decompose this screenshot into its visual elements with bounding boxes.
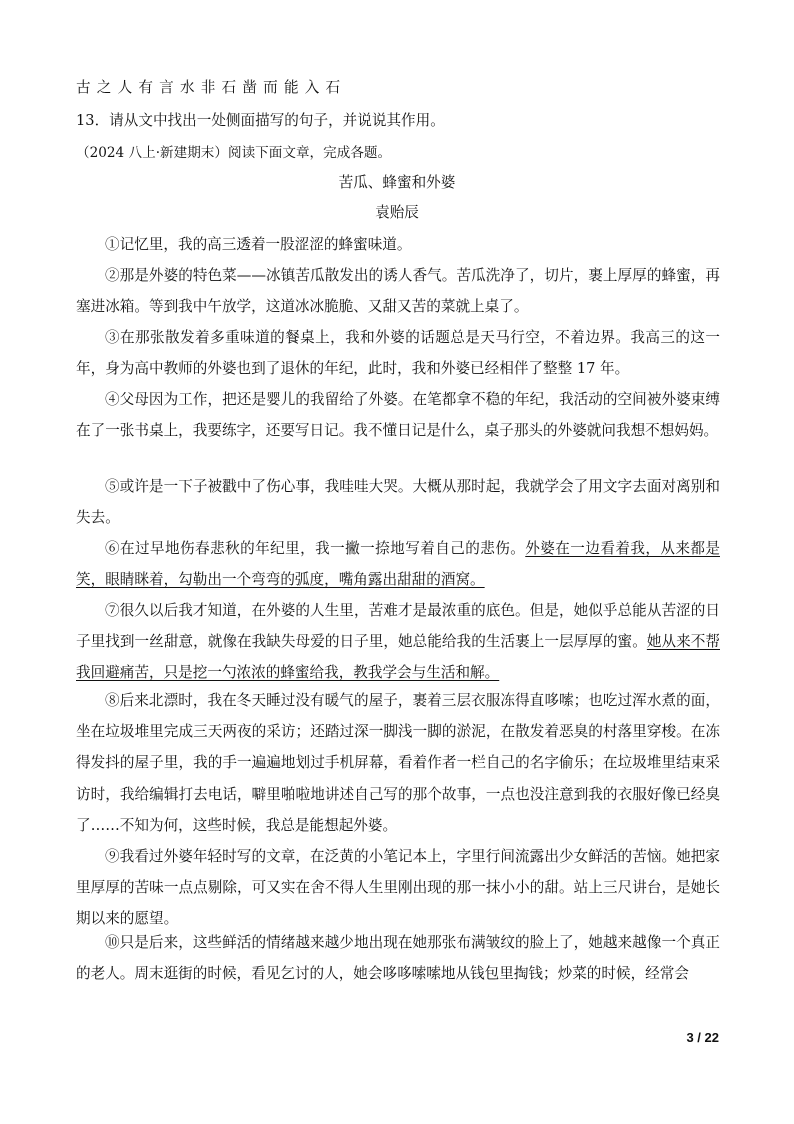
paragraph-7-text: ⑦很久以后我才知道，在外婆的人生里，苦难才是最浓重的底色。但是，她似乎总能从苦涩的日子里找到一丝甜意，就像在我缺失母爱的日子里，她总能给我的生活裹上一层厚厚的蜜。 bbox=[76, 602, 720, 651]
paragraph-5: ⑤或许是一下子被戳中了伤心事，我哇哇大哭。大概从那时起，我就学会了用文字去面对离别和失去。 bbox=[76, 478, 720, 527]
paragraph-6 bbox=[76, 533, 720, 595]
paragraph-10: ⑩只是后来，这些鲜活的情绪越来越少地出现在她那张布满皱纹的脸上了，她越来越像一个真正的老人。周末逛街的时候，看见乞讨的人，她会哆哆嗦嗦地从钱包里掏钱；炒菜的时候，经常会 bbox=[76, 934, 720, 983]
paragraph-8: ⑧后来北漂时，我在冬天睡过没有暖气的屋子，裹着三层衣服冻得直哆嗦；也吃过浑水煮的面，坐在垃圾堆里完成三天两夜的采访；还踏过深一脚浅一脚的淤泥，在散发着恶臭的村落里穿梭。在冻得发抖的屋子里，我的手一遍遍地划过手机屏幕，看着作者一栏自己的名字偷乐；在垃圾堆里结束采访时，我给编辑打去电话，噼里啪啦地讲述自己写的那个故事，一点也没注意到我的衣服好像已经臭了……不知为何，这些时候，我总是能想起外婆。 bbox=[76, 692, 720, 834]
paragraph-7-underlined: 她从来不帮我回避痛苦，只是挖一勺浓浓的蜂蜜给我，教我学会与生活和解。 bbox=[76, 633, 720, 682]
article-author: 袁贻辰 bbox=[375, 204, 419, 221]
paragraph-6-underlined: 外婆在一边看着我，从来都是笑，眼睛眯着，勾勒出一个弯弯的弧度，嘴角露出甜甜的酒窝。 bbox=[76, 540, 720, 589]
top-line-text: 古之人有言水非石凿而能入石 bbox=[76, 79, 347, 96]
paragraph-4: ④父母因为工作，把还是婴儿的我留给了外婆。在笔都拿不稳的年纪，我活动的空间被外婆束缚在了一张书桌上，我要练字，还要写日记。我不懂日记是什么，桌子那头的外婆就问我想不想妈妈。 bbox=[76, 391, 720, 440]
paragraph-1: ①记忆里，我的高三透着一股涩涩的蜂蜜味道。 bbox=[105, 236, 412, 253]
source-note: （2024 八上·新建期末）阅读下面文章，完成各题。 bbox=[76, 145, 392, 161]
paragraph-6-text: ⑥在过早地伤春悲秋的年纪里，我一撇一捺地写着自己的悲伤。 bbox=[105, 540, 526, 557]
article-title: 苦瓜、蜂蜜和外婆 bbox=[338, 174, 456, 191]
paragraph-3: ③在那张散发着多重味道的餐桌上，我和外婆的话题总是天马行空，不着边界。我高三的这一年，身为高中教师的外婆也到了退休的年纪，此时，我和外婆已经相伴了整整 17 年。 bbox=[76, 329, 720, 378]
paragraph-2: ②那是外婆的特色菜——冰镇苦瓜散发出的诱人香气。苦瓜洗净了，切片，裹上厚厚的蜂蜜，再塞进冰箱。等到我中午放学，这道冰冰脆脆、又甜又苦的菜就上桌了。 bbox=[76, 267, 720, 316]
page-number: 3 / 22 bbox=[686, 1030, 719, 1045]
paragraph-7 bbox=[76, 595, 720, 689]
question-13: 13．请从文中找出一处侧面描写的句子，并说说其作用。 bbox=[76, 112, 445, 129]
paragraph-9: ⑨我看过外婆年轻时写的文章，在泛黄的小笔记本上，字里行间流露出少女鲜活的苦恼。她把家里厚厚的苦味一点点剔除，可又实在舍不得人生里刚出现的那一抹小小的甜。站上三尺讲台，是她长期以来的愿望。 bbox=[76, 848, 720, 928]
